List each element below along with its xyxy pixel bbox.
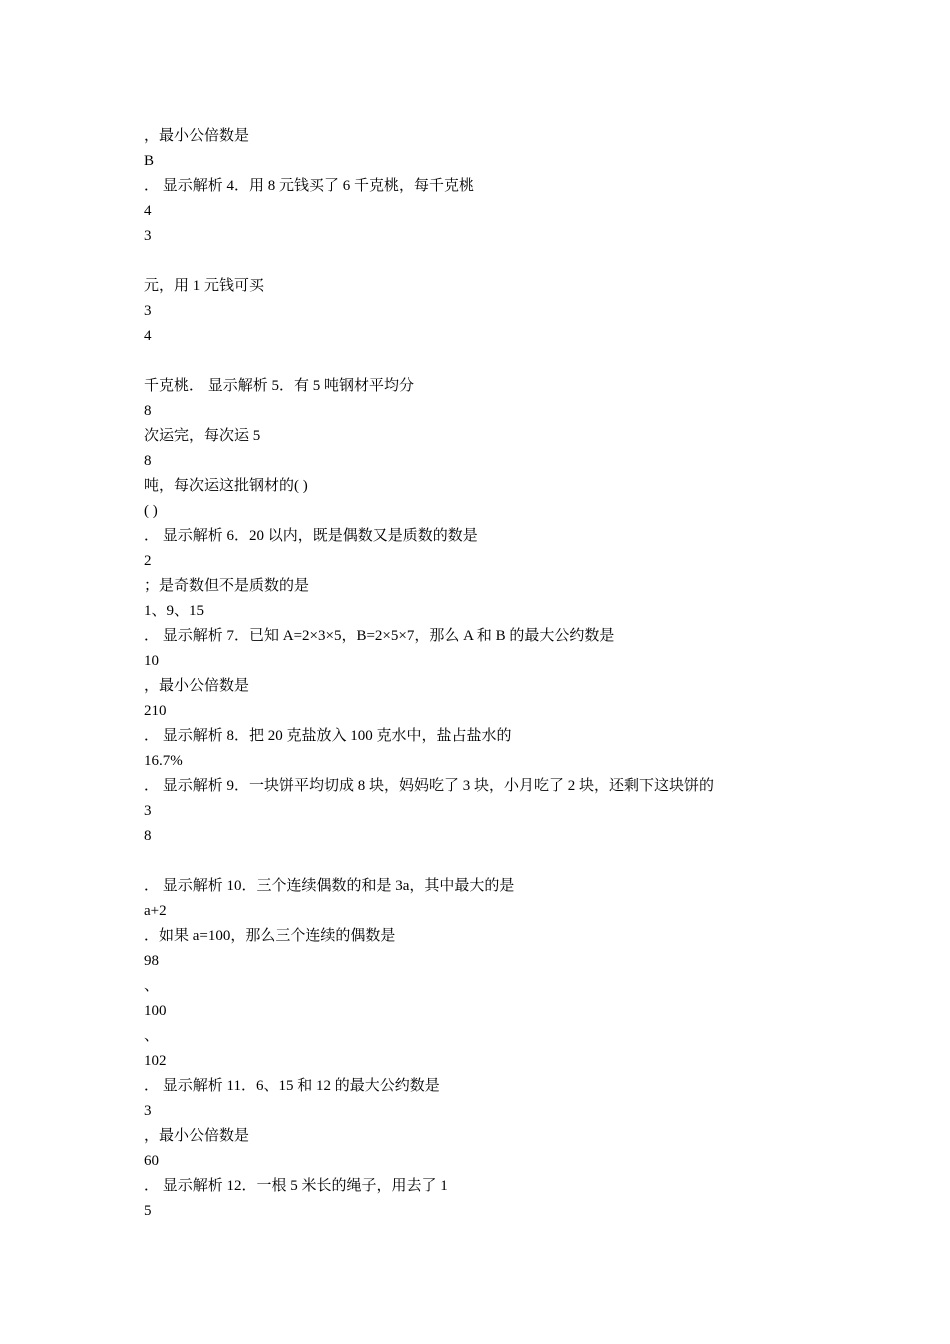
question-line: ． 显示解析 12．一根 5 米长的绳子，用去了 1 [144, 1178, 448, 1194]
text-line: ；是奇数但不是质数的是 [144, 578, 310, 594]
question-line: ． 显示解析 11．6、15 和 12 的最大公约数是 [144, 1078, 440, 1094]
answer-line: a+2 [144, 903, 167, 919]
blank-line [144, 349, 824, 374]
text-line: ．如果 a=100，那么三个连续的偶数是 [144, 928, 396, 944]
question-line: ． 显示解析 6．20 以内，既是偶数又是质数的数是 [144, 528, 478, 544]
blank-line [144, 249, 824, 274]
separator-mark: 、 [144, 978, 160, 994]
answer-line: 1、9、15 [144, 603, 205, 619]
text-line: 吨，每次运这批钢材的( ) [144, 478, 308, 494]
question-line: 千克桃． 显示解析 5．有 5 吨钢材平均分 [144, 378, 415, 394]
answer-line: 10 [144, 653, 159, 669]
fraction-denominator: 8 [144, 453, 152, 469]
fraction-denominator: 3 [144, 228, 152, 244]
question-line: ． 显示解析 4．用 8 元钱买了 6 千克桃，每千克桃 [144, 178, 475, 194]
answer-line: 8 [144, 403, 152, 419]
answer-line: 60 [144, 1153, 159, 1169]
answer-line: B [144, 153, 155, 169]
question-line: ． 显示解析 7．已知 A=2×3×5，B=2×5×7，那么 A 和 B 的最大公约数是 [144, 628, 615, 644]
question-line: ． 显示解析 10．三个连续偶数的和是 3a，其中最大的是 [144, 878, 515, 894]
answer-line: 102 [144, 1053, 167, 1069]
answer-line: ( ) [144, 503, 158, 519]
answer-line: 3 [144, 1103, 152, 1119]
fraction-numerator: 3 [144, 303, 152, 319]
separator-mark: 、 [144, 1028, 160, 1044]
text-line: ，最小公倍数是 [144, 128, 250, 144]
answer-line: 16.7% [144, 753, 183, 769]
answer-line: 100 [144, 1003, 167, 1019]
blank-line [144, 849, 824, 874]
answer-line: 2 [144, 553, 152, 569]
text-line: 元，用 1 元钱可买 [144, 278, 265, 294]
text-line: ，最小公倍数是 [144, 678, 250, 694]
text-line: ，最小公倍数是 [144, 1128, 250, 1144]
answer-line: 98 [144, 953, 159, 969]
fraction-denominator: 8 [144, 828, 152, 844]
answer-line: 210 [144, 703, 167, 719]
question-line: ． 显示解析 9．一块饼平均切成 8 块，妈妈吃了 3 块，小月吃了 2 块，还剩下这块饼的 [144, 778, 715, 794]
fraction-denominator: 5 [144, 1203, 152, 1219]
text-line: 次运完，每次运 5 [144, 428, 261, 444]
document-body [144, 124, 824, 1224]
fraction-numerator: 3 [144, 803, 152, 819]
question-line: ． 显示解析 8．把 20 克盐放入 100 克水中，盐占盐水的 [144, 728, 512, 744]
fraction-denominator: 4 [144, 328, 152, 344]
fraction-numerator: 4 [144, 203, 152, 219]
